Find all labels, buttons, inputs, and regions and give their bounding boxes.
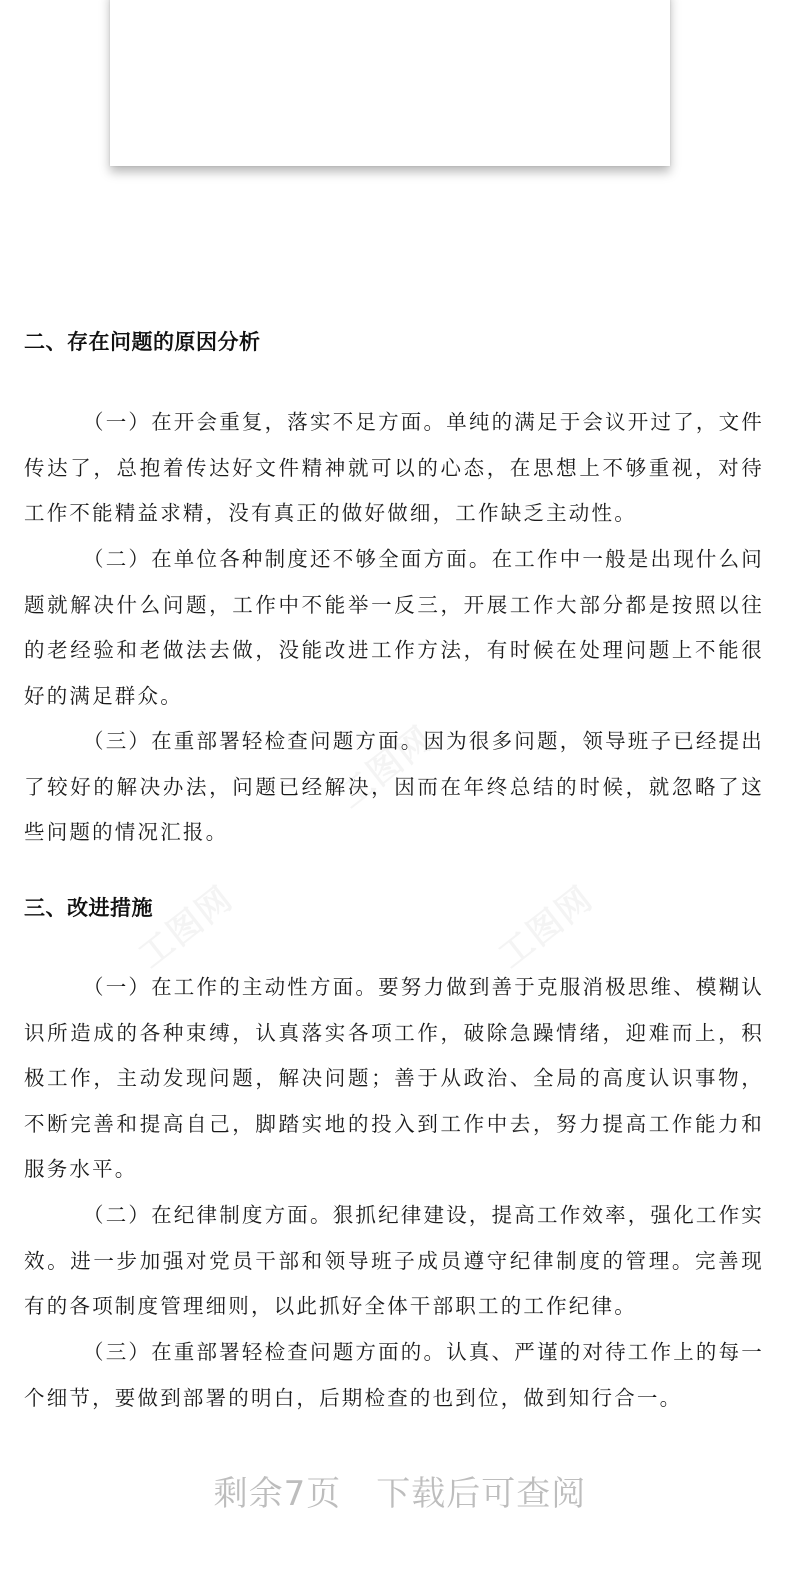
section-heading-measures: 三、改进措施	[24, 896, 153, 920]
section-heading-causes: 二、存在问题的原因分析	[24, 330, 261, 354]
remaining-pages-download-prompt[interactable]: 剩余7页 下载后可查阅	[213, 1474, 587, 1514]
paragraph-cause-3: （三）在重部署轻检查问题方面。因为很多问题，领导班子已经提出了较好的解决办法，问题已经解决，因而在年终总结的时候，就忽略了这些问题的情况汇报。	[24, 729, 764, 844]
paragraph-cause-2: （二）在单位各种制度还不够全面方面。在工作中一般是出现什么问题就解决什么问题，工作中不能举一反三，开展工作大部分都是按照以往的老经验和老做法去做，没能改进工作方法，有时候在处理问题上不能很好的满足群众。	[24, 547, 764, 708]
watermark	[126, 872, 241, 977]
paragraph-measure-2: （二）在纪律制度方面。狠抓纪律建设，提高工作效率，强化工作实效。进一步加强对党员干部和领导班子成员遵守纪律制度的管理。完善现有的各项制度管理细则，以此抓好全体干部职工的工作纪律。	[24, 1203, 764, 1318]
paragraph-cause-1: （一）在开会重复，落实不足方面。单纯的满足于会议开过了，文件传达了，总抱着传达好文件精神就可以的心态，在思想上不够重视，对待工作不能精益求精，没有真正的做好做细，工作缺乏主动性。	[24, 410, 764, 525]
document-preview-card	[110, 0, 670, 166]
paragraph-measure-1: （一）在工作的主动性方面。要努力做到善于克服消极思维、模糊认识所造成的各种束缚，认真落实各项工作，破除急躁情绪，迎难而上，积极工作，主动发现问题，解决问题；善于从政治、全局的高度认识事物，不断完善和提高自己，脚踏实地的投入到工作中去，努力提高工作能力和服务水平。	[24, 975, 764, 1181]
paragraph-measure-3: （三）在重部署轻检查问题方面的。认真、严谨的对待工作上的每一个细节，要做到部署的明白，后期检查的也到位，做到知行合一。	[24, 1340, 764, 1410]
watermark	[486, 872, 601, 977]
